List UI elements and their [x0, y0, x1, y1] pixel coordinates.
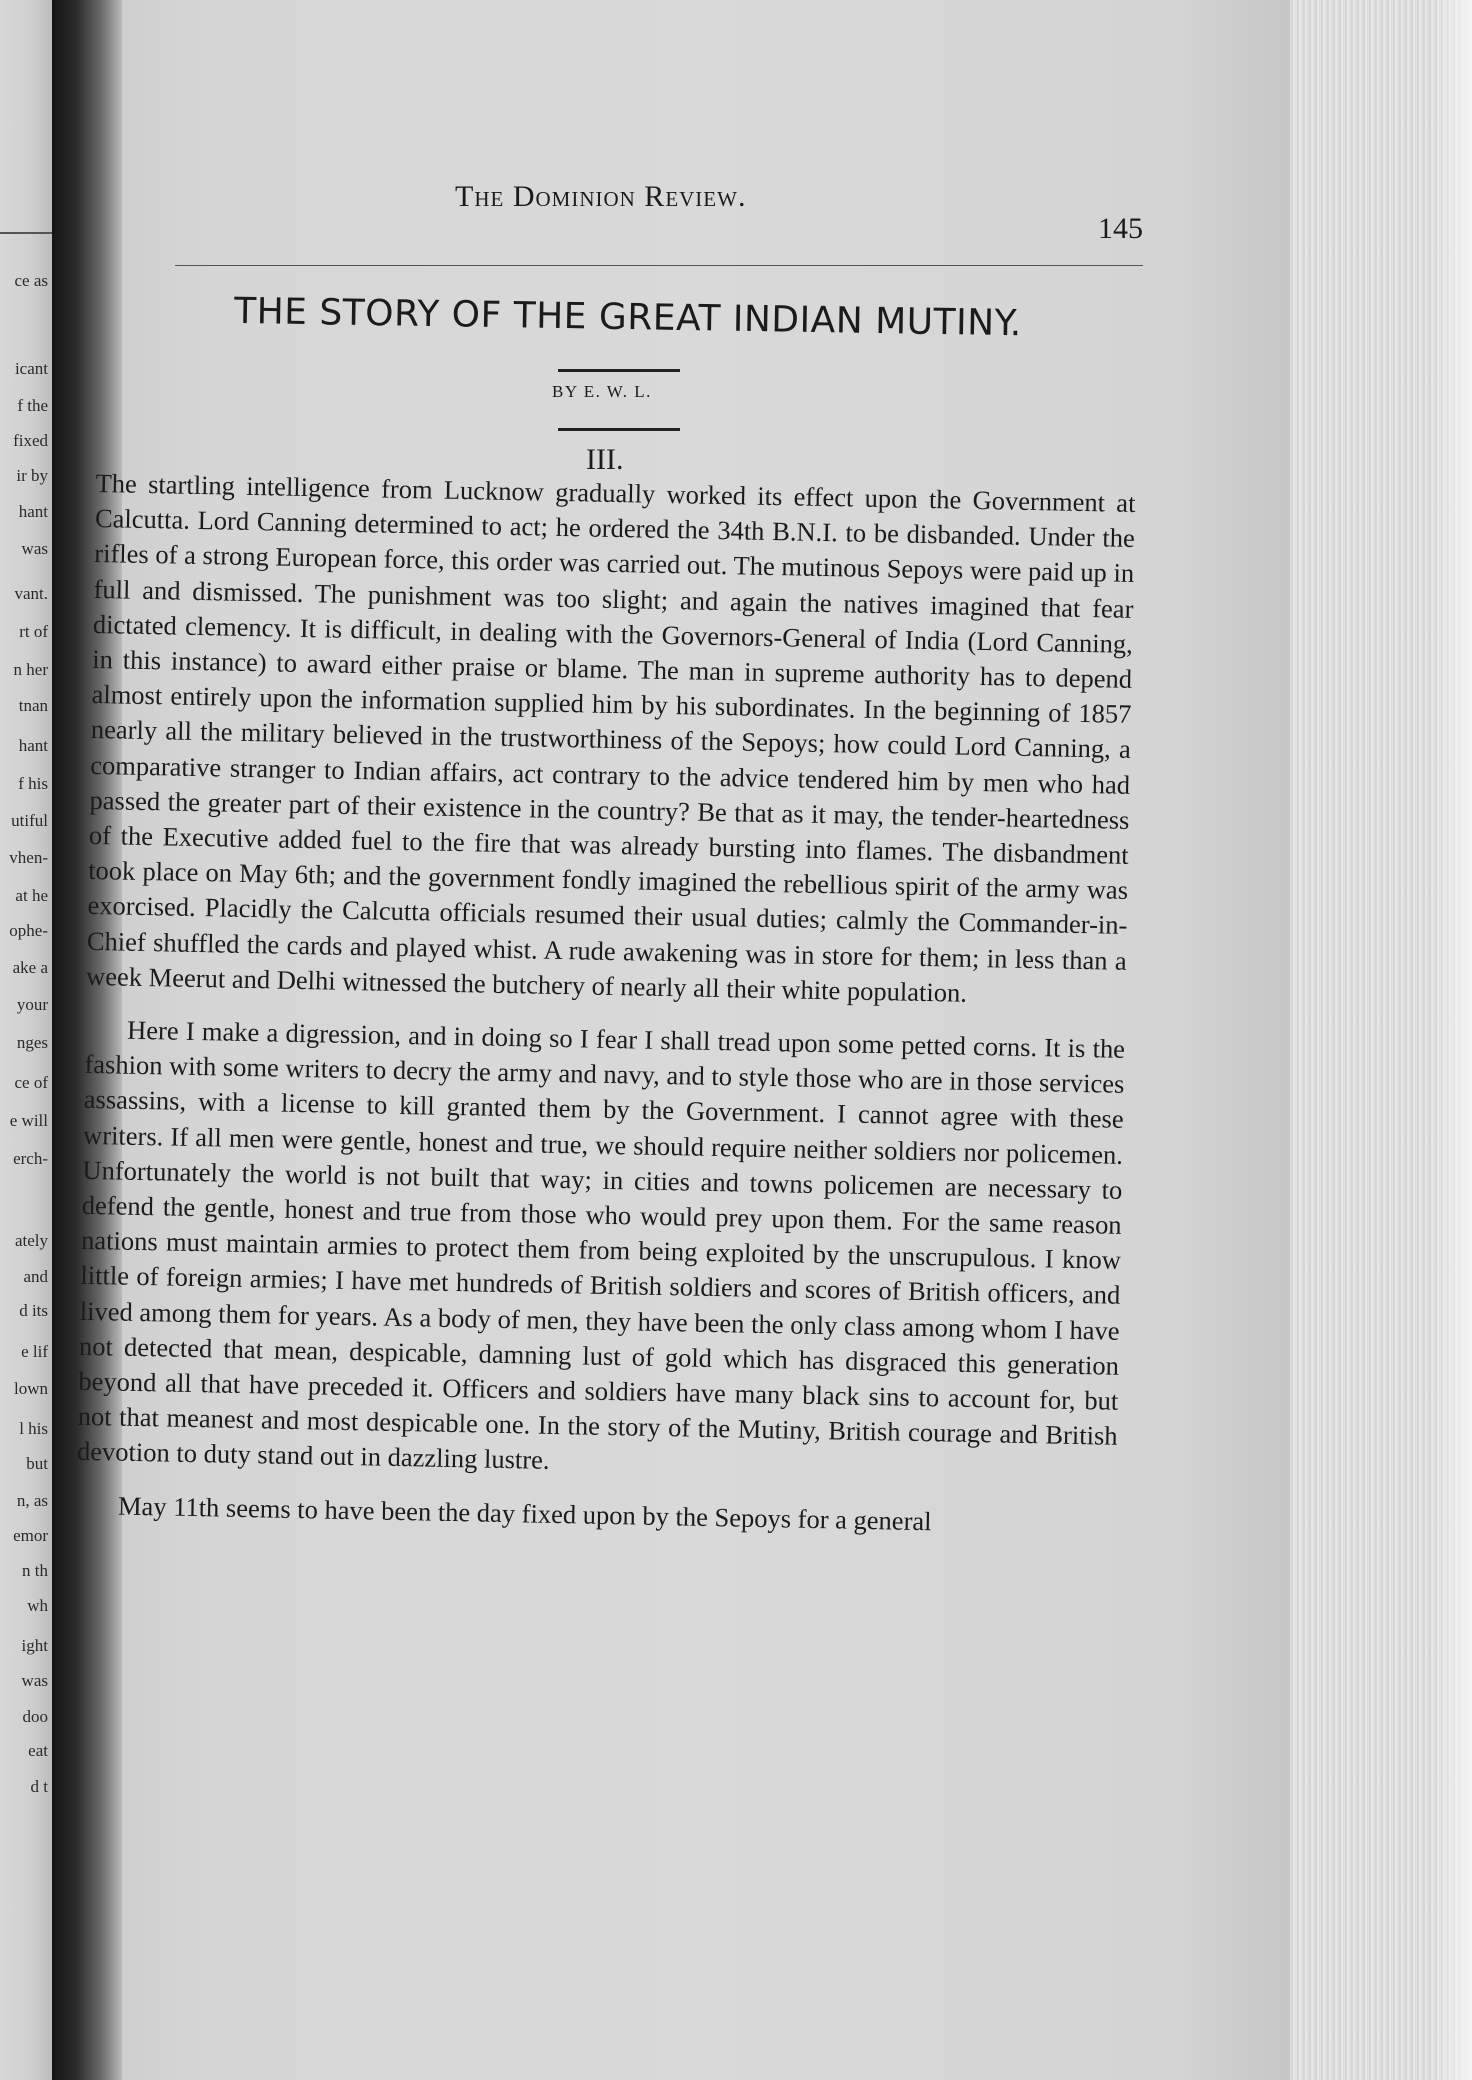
adjacent-page-text: e lif: [21, 1342, 48, 1361]
title-rule: [558, 369, 680, 372]
byline: BY E. W. L.: [552, 382, 652, 401]
adjacent-page-text: hant: [18, 736, 48, 755]
adjacent-page-text: f the: [17, 396, 48, 415]
running-head: The Dominion Review.: [455, 180, 747, 213]
paragraph: Here I make a digression, and in doing so I fear I shall tread upon some petted corns. It is the fashion with some writers to decry the army and navy, and to style those who are in those services assassins, with a license to kill granted them by the Government. I cannot agree with these writers. If all men were gentle, honest and true, we should require neither soldiers nor policemen. Unfortunately the world is not built that way; in cities and towns policemen are necessary to defend the gentle, honest and true from those who would prey upon them. For the same reason nations must maintain armies to protect them from being exploited by the unscrupulous. I know little of foreign armies; I have met hundreds of British soldiers and scores of British officers, and lived among them for years. As a body of men, they have been the only class among whom I have not detected that mean, despicable, damning lust of gold which has disgraced this generation beyond all that have preceded it. Officers and soldiers have many black sins to account for, but not that meanest and most despicable one. In the story of the Mutiny, British courage and British devotion to duty stand out in dazzling lustre.: [76, 1014, 1126, 1476]
adjacent-page-text: ir by: [16, 466, 48, 485]
adjacent-page-text: fixed: [13, 431, 48, 450]
adjacent-page-text: ophe-: [9, 921, 48, 940]
adjacent-page-text: d t: [30, 1777, 48, 1796]
adjacent-page-text: eat: [28, 1741, 48, 1760]
adjacent-page-text: rt of: [19, 622, 48, 641]
adjacent-page-text: was: [21, 1671, 48, 1690]
article-body: [76, 466, 1136, 1543]
header-rule: [175, 265, 1143, 266]
adjacent-page-text: vhen-: [9, 848, 48, 867]
adjacent-page-text: nges: [16, 1033, 48, 1052]
section-number: III.: [586, 443, 624, 476]
adjacent-page-text: erch-: [13, 1149, 48, 1168]
adjacent-page-text: utiful: [11, 811, 48, 830]
page-number: 145: [1098, 212, 1143, 245]
adjacent-page-text: n th: [22, 1561, 48, 1580]
adjacent-page-text: f his: [18, 774, 48, 793]
adjacent-page-text: doo: [22, 1707, 48, 1726]
adjacent-page-edge: [0, 0, 52, 2080]
adjacent-page-text: l his: [19, 1419, 48, 1438]
paragraph: May 11th seems to have been the day fixed upon by the Sepoys for a general: [117, 1490, 932, 1536]
adjacent-page-text: your: [16, 995, 48, 1014]
adjacent-page-text: ake a: [12, 958, 48, 977]
adjacent-page-text: ight: [21, 1636, 48, 1655]
adjacent-page-text: n her: [13, 660, 48, 679]
adjacent-page-text: e will: [9, 1111, 48, 1130]
adjacent-page-text: ce as: [14, 271, 48, 290]
adjacent-page-text: wh: [27, 1596, 48, 1615]
byline-rule: [558, 428, 680, 431]
adjacent-page-text: at he: [15, 886, 48, 905]
adjacent-page-text: ce of: [14, 1073, 48, 1092]
adjacent-page-text: but: [26, 1454, 48, 1473]
page-edges: [1290, 0, 1472, 2080]
adjacent-page-text: was: [21, 539, 48, 558]
adjacent-page-text: tnan: [18, 696, 48, 715]
adjacent-page-text: emor: [13, 1526, 48, 1545]
paragraph: The startling intelligence from Lucknow gradually worked its effect upon the Government at Calcutta. Lord Canning determined to act; he ordered the 34th B.N.I. to be disbanded. Under the rifles of a strong European force, this order was carried out. The mutinous Sepoys were paid up in full and dismissed. The punishment was too slight; and again the natives imagined that fear dictated clemency. It is difficult, in dealing with the Governors-General of India (Lord Canning, in this instance) to award either praise or blame. The man in supreme authority has to depend almost entirely upon the information supplied him by his subordinates. In the beginning of 1857 nearly all the military believed in the trustworthiness of the Sepoys; how could Lord Canning, a comparative stranger to Indian affairs, act contrary to the advice tendered him by men who had passed the greater part of their existence in the country? Be that as it may, the tender-heartedness of the Executive added fuel to the fire that was already bursting into flames. The disbandment took place on May 6th; and the government fondly imagined the rebellious spirit of the army was exorcised. Placidly the Calcutta officials resumed their usual duties; calmly the Commander-in-Chief shuffled the cards and played whist. A rude awakening was in store for them; in less than a week Meerut and Delhi witnessed the butchery of nearly all their white population.: [85, 467, 1136, 1008]
adjacent-page-text: and: [23, 1267, 48, 1286]
adjacent-page-text: icant: [14, 359, 48, 378]
adjacent-page-text: hant: [18, 502, 48, 521]
adjacent-page-text: ately: [14, 1231, 48, 1250]
article-title: THE STORY OF THE GREAT INDIAN MUTINY.: [233, 290, 1023, 345]
adjacent-page-text: d its: [19, 1301, 48, 1320]
adjacent-page-rule: [0, 232, 52, 234]
adjacent-page-text: lown: [14, 1379, 48, 1398]
adjacent-page-text: n, as: [16, 1491, 48, 1510]
adjacent-page-text: vant.: [14, 584, 48, 603]
